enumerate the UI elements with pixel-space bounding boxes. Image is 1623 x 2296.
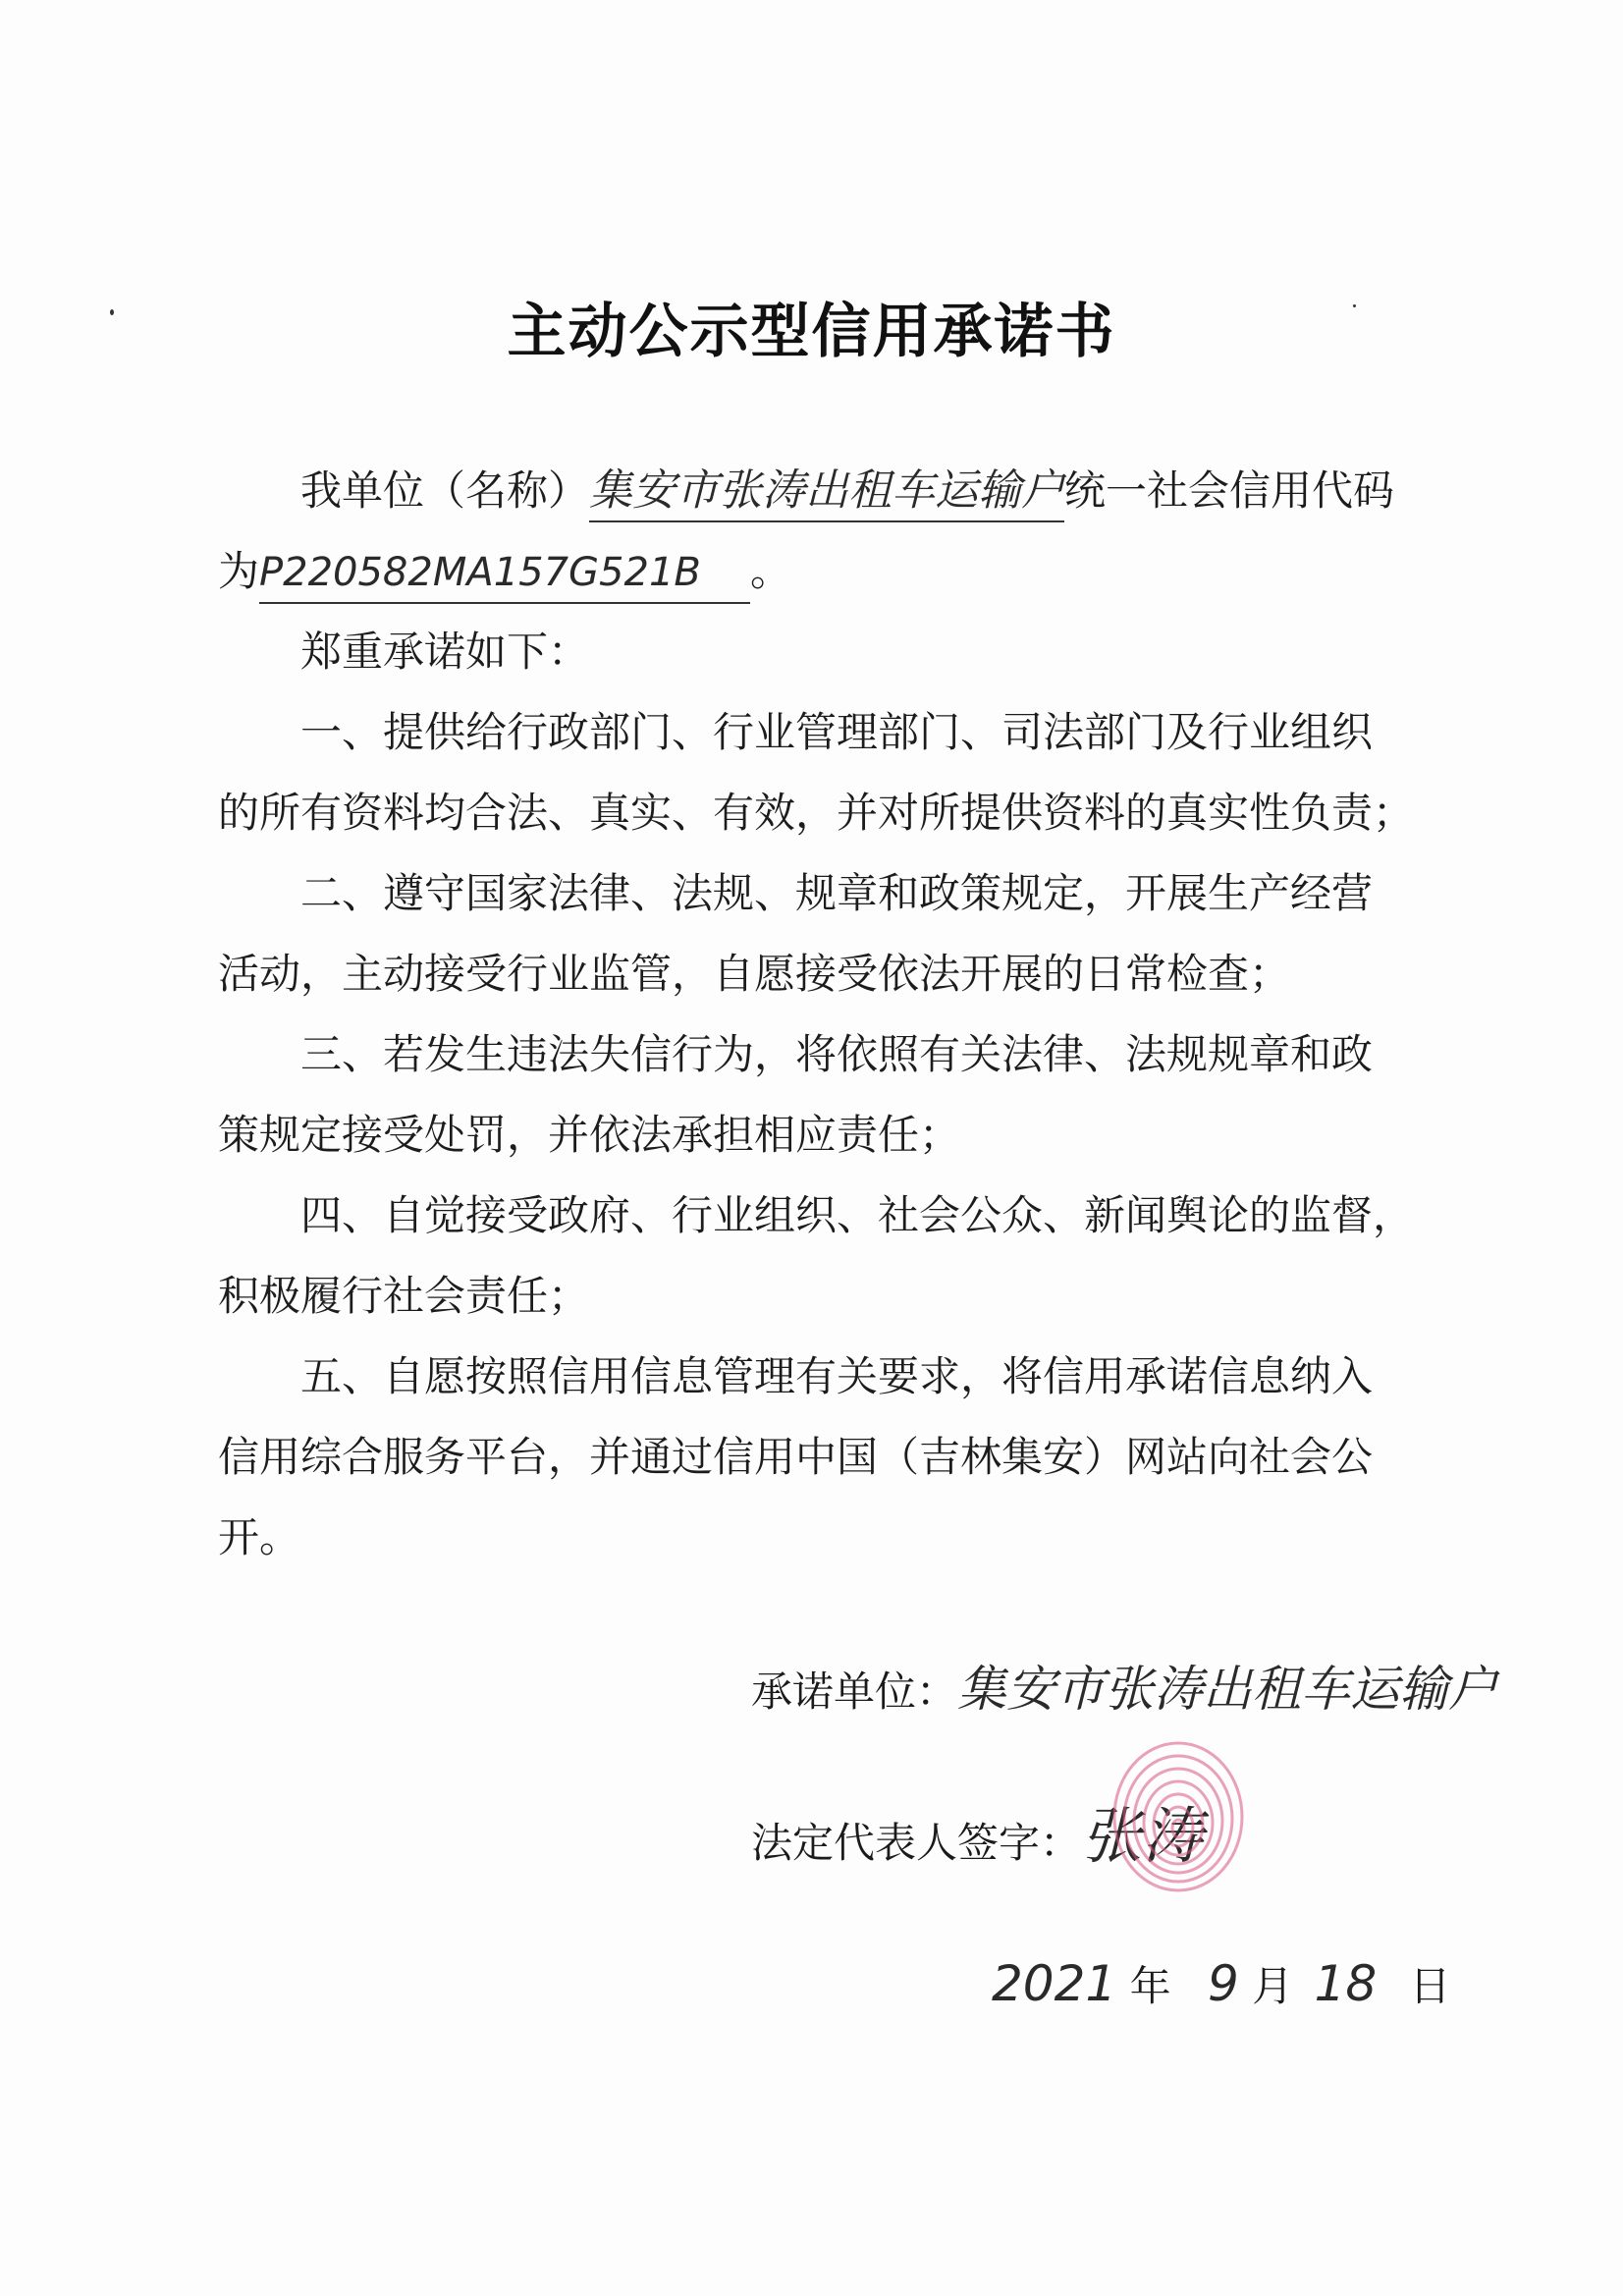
pledge-heading: 郑重承诺如下： [300,628,590,676]
clause-3-line-1: 三、若发生违法失信行为，将依照有关法律、法规规章和政 [300,1030,1374,1078]
intro-prefix: 我单位（名称） [300,466,590,515]
date-row [992,1954,1451,2016]
legal-rep-signature: 张涛 [1081,1800,1204,1872]
intro-suffix: 统一社会信用代码 [1064,466,1395,515]
clause-3-line-2: 策规定接受处罚，并依法承担相应责任； [218,1111,961,1159]
clause-1-line-2: 的所有资料均合法、真实、有效，并对所提供资料的真实性负责； [218,789,1415,837]
fingerprint-stamp [1105,1728,1252,1895]
date-month-label: 月 [1252,1962,1294,2010]
credit-code-handwritten: P220582MA157G521B [259,543,750,604]
clause-5-line-1: 五、自愿按照信用信息管理有关要求，将信用承诺信息纳入 [300,1352,1374,1400]
date-month: 9 [1207,1955,1239,2012]
clause-5-line-2: 信用综合服务平台，并通过信用中国（吉林集安）网站向社会公 [218,1433,1374,1481]
intro-line-1 [300,462,1394,522]
signatory-unit-row [751,1660,1497,1722]
clause-1-line-1: 一、提供给行政部门、行业管理部门、司法部门及行业组织 [300,708,1374,756]
code-prefix: 为 [218,547,260,595]
clause-2-line-2: 活动，主动接受行业监管，自愿接受依法开展的日常检查； [218,950,1291,998]
date-day: 18 [1314,1955,1378,2012]
clause-2-line-1: 二、遵守国家法律、法规、规章和政策规定，开展生产经营 [300,869,1374,917]
intro-line-2 [218,542,791,604]
clause-4-line-1: 四、自觉接受政府、行业组织、社会公众、新闻舆论的监督， [300,1191,1415,1239]
clause-4-line-2: 积极履行社会责任； [218,1272,590,1320]
signatory-unit-label: 承诺单位： [751,1667,958,1716]
date-day-label: 日 [1409,1962,1451,2010]
unit-name-handwritten: 集安市张涛出租车运输户 [589,462,1064,522]
date-year: 2021 [992,1955,1117,2012]
clause-5-line-3: 开。 [218,1513,301,1561]
signatory-unit-handwritten: 集安市张涛出租车运输户 [957,1661,1498,1718]
date-year-label: 年 [1129,1962,1171,2010]
code-suffix: 。 [750,547,792,595]
legal-rep-label: 法定代表人签字： [751,1819,1082,1867]
document-title: 主动公示型信用承诺书 [507,298,1116,366]
